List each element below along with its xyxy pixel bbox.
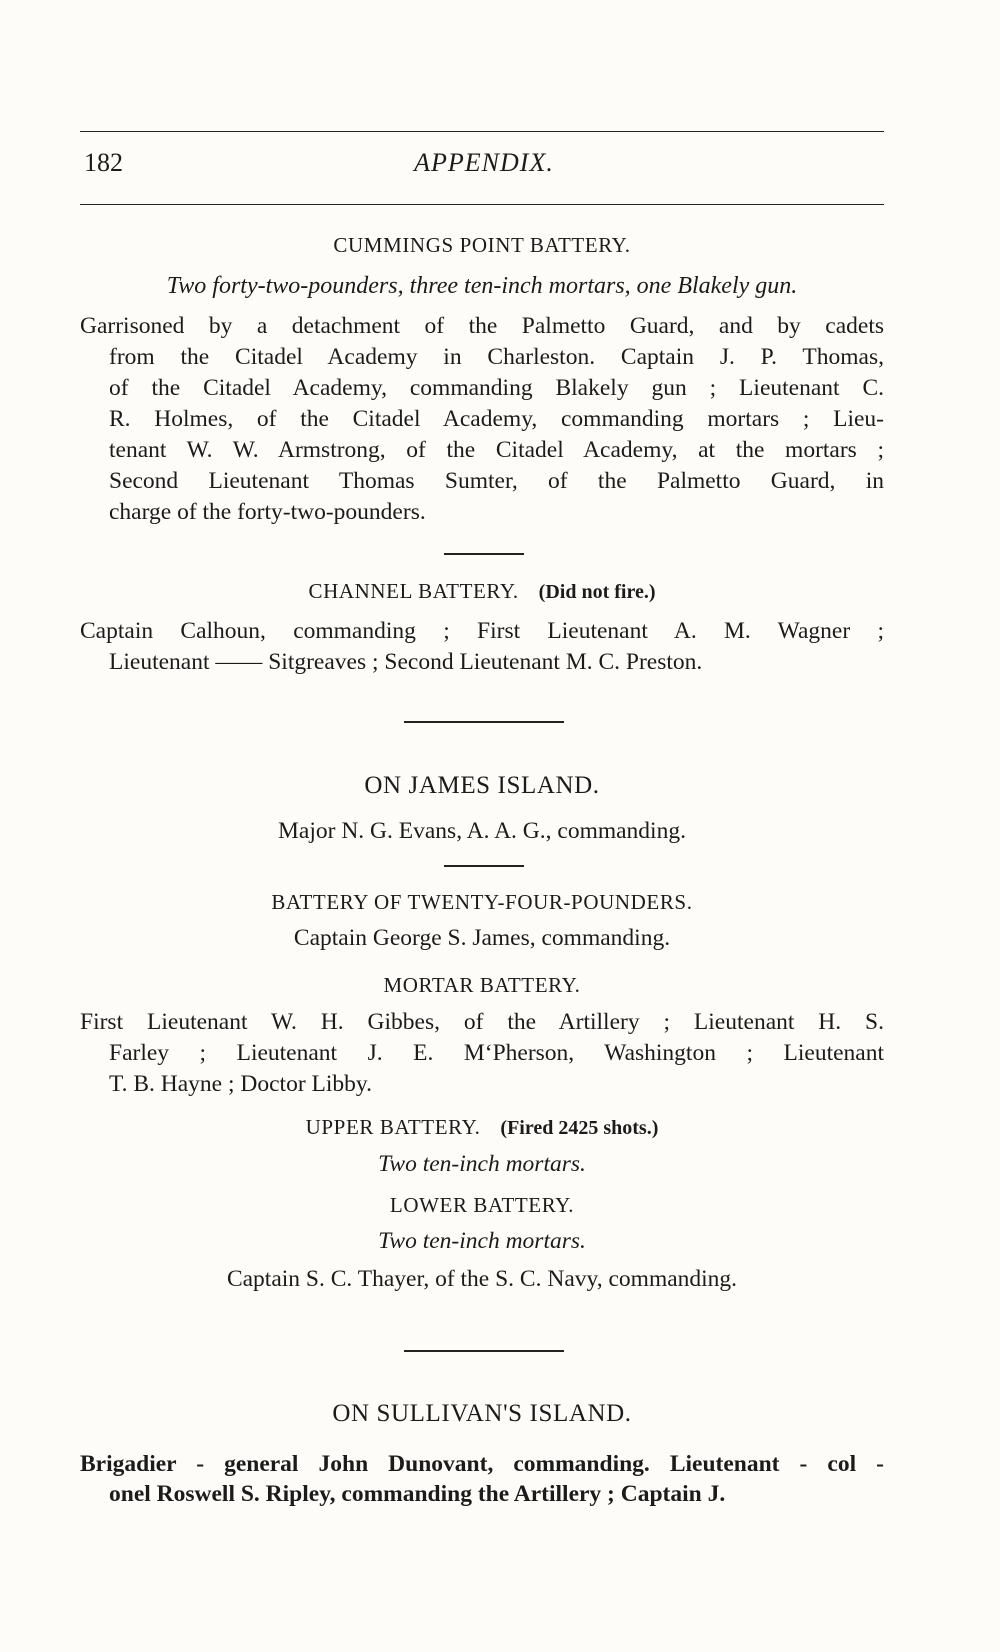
channel-heading-row xyxy=(80,578,884,605)
mortar-line-2: Farley ; Lieutenant J. E. M‘Pherson, Washington ; Lieutenant xyxy=(109,1040,884,1066)
upper-heading-row xyxy=(80,1114,884,1141)
cummings-line-6: Second Lieutenant Thomas Sumter, of the Palmetto Guard, in xyxy=(109,468,884,494)
lower-armament: Two ten-inch mortars. xyxy=(378,1228,586,1254)
channel-note: (Did not fire.) xyxy=(538,581,656,603)
major-divider xyxy=(404,1350,564,1352)
mortar-heading: MORTAR BATTERY. xyxy=(383,973,581,997)
top-rule xyxy=(80,131,884,132)
section-divider xyxy=(444,553,524,555)
lower-commander: Captain S. C. Thayer, of the S. C. Navy, commanding. xyxy=(226,1266,738,1292)
lower-heading: LOWER BATTERY. xyxy=(389,1193,575,1217)
cummings-armament: Two forty-two-pounders, three ten-inch mortars, one Blakely gun. xyxy=(166,273,798,299)
james-commander: Major N. G. Evans, A. A. G., commanding. xyxy=(278,818,686,844)
sullivans-line-2: onel Roswell S. Ripley, commanding the Artillery ; Captain J. xyxy=(109,1481,726,1507)
mortar-line-3: T. B. Hayne ; Doctor Libby. xyxy=(109,1071,373,1097)
channel-line-2: Lieutenant —— Sitgreaves ; Second Lieutenant M. C. Preston. xyxy=(109,649,703,675)
page-number: 182 xyxy=(84,148,123,177)
twenty-four-heading: BATTERY OF TWENTY-FOUR-POUNDERS. xyxy=(271,890,693,914)
major-divider xyxy=(404,721,564,723)
cummings-heading: CUMMINGS POINT BATTERY. xyxy=(333,233,631,257)
running-title: APPENDIX. xyxy=(414,148,554,177)
running-head xyxy=(84,148,884,188)
cummings-line-3: of the Citadel Academy, commanding Blakely gun ; Lieutenant C. xyxy=(109,375,884,401)
channel-heading: CHANNEL BATTERY. xyxy=(308,579,519,603)
cummings-line-4: R. Holmes, of the Citadel Academy, commanding mortars ; Lieu- xyxy=(109,406,884,432)
upper-armament: Two ten-inch mortars. xyxy=(378,1151,586,1177)
head-rule xyxy=(80,204,884,205)
cummings-line-7: charge of the forty-two-pounders. xyxy=(109,499,426,525)
section-divider xyxy=(444,865,524,867)
cummings-line-2: from the Citadel Academy in Charleston. Captain J. P. Thomas, xyxy=(109,344,884,370)
sullivans-heading: ON SULLIVAN'S ISLAND. xyxy=(332,1400,632,1427)
cummings-line-1: Garrisoned by a detachment of the Palmetto Guard, and by cadets xyxy=(80,313,884,339)
mortar-line-1: First Lieutenant W. H. Gibbes, of the Artillery ; Lieutenant H. S. xyxy=(80,1009,884,1035)
upper-heading: UPPER BATTERY. xyxy=(305,1115,481,1139)
cummings-line-5: tenant W. W. Armstrong, of the Citadel Academy, at the mortars ; xyxy=(109,437,884,463)
sullivans-line-1: Brigadier - general John Dunovant, commanding. Lieutenant - col - xyxy=(80,1451,884,1477)
upper-note: (Fired 2425 shots.) xyxy=(500,1117,659,1139)
channel-line-1: Captain Calhoun, commanding ; First Lieutenant A. M. Wagner ; xyxy=(80,618,884,644)
twenty-four-commander: Captain George S. James, commanding. xyxy=(293,925,671,951)
james-heading: ON JAMES ISLAND. xyxy=(364,772,600,799)
